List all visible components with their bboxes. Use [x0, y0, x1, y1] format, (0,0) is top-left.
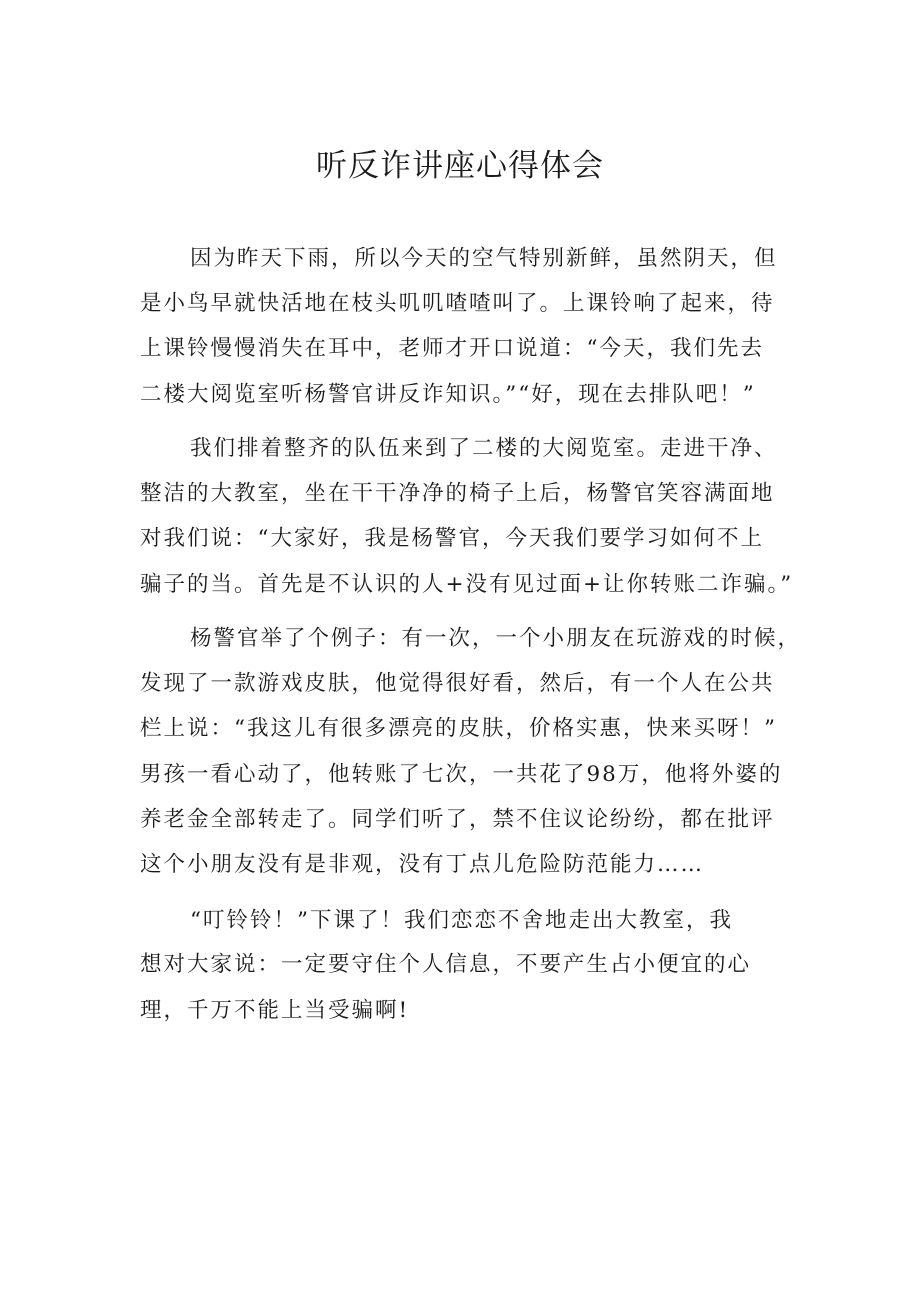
paragraph-1-line-1: 因为昨天下雨，所以今天的空气特别新鲜，虽然阴天，但 [190, 246, 778, 271]
paragraph-1-line-2: 是小鸟早就快活地在枝头叽叽喳喳叫了。上课铃响了起来，待 [140, 291, 775, 316]
paragraph-3-line-3: 栏上说：“我这儿有很多漂亮的皮肤，价格实惠，快来买呀！” [140, 716, 777, 741]
paragraph-2-line-2: 整洁的大教室，坐在干干净净的椅子上后，杨警官笑容满面地 [140, 481, 775, 506]
paragraph-3-line-1: 杨警官举了个例子：有一次，一个小朋友在玩游戏的时候， [190, 626, 802, 651]
paragraph-4-line-2: 想对大家说：一定要守住个人信息，不要产生占小便宜的心 [140, 952, 752, 977]
paragraph-4-line-3: 理，千万不能上当受骗啊! [140, 998, 410, 1023]
paragraph-1-line-3: 上课铃慢慢消失在耳中，老师才开口说道：“今天，我们先去 [140, 336, 764, 361]
paragraph-2-line-1: 我们排着整齐的队伍来到了二楼的大阅览室。走进干净、 [190, 436, 778, 461]
paragraph-3-line-6: 这个小朋友没有是非观，没有丁点儿危险防范能力…… [140, 852, 705, 877]
paragraph-2-line-3: 对我们说：“大家好，我是杨警官，今天我们要学习如何不上 [140, 526, 764, 551]
paragraph-3-line-4: 男孩一看心动了，他转账了七次，一共花了98万，他将外婆的 [140, 762, 783, 787]
paragraph-1-line-4: 二楼大阅览室听杨警官讲反诈知识。”“好，现在去排队吧！” [140, 382, 756, 407]
paragraph-2-line-4: 骗子的当。首先是不认识的人+没有见过面+让你转账二诈骗。” [140, 572, 794, 597]
paragraph-3-line-2: 发现了一款游戏皮肤，他觉得很好看，然后，有一个人在公共 [140, 671, 775, 696]
paragraph-3-line-5: 养老金全部转走了。同学们听了，禁不住议论纷纷，都在批评 [140, 807, 775, 832]
document-title: 听反诈讲座心得体会 [316, 148, 604, 184]
paragraph-4-line-1: “叮铃铃！”下课了！我们恋恋不舍地走出大教室，我 [190, 908, 733, 933]
